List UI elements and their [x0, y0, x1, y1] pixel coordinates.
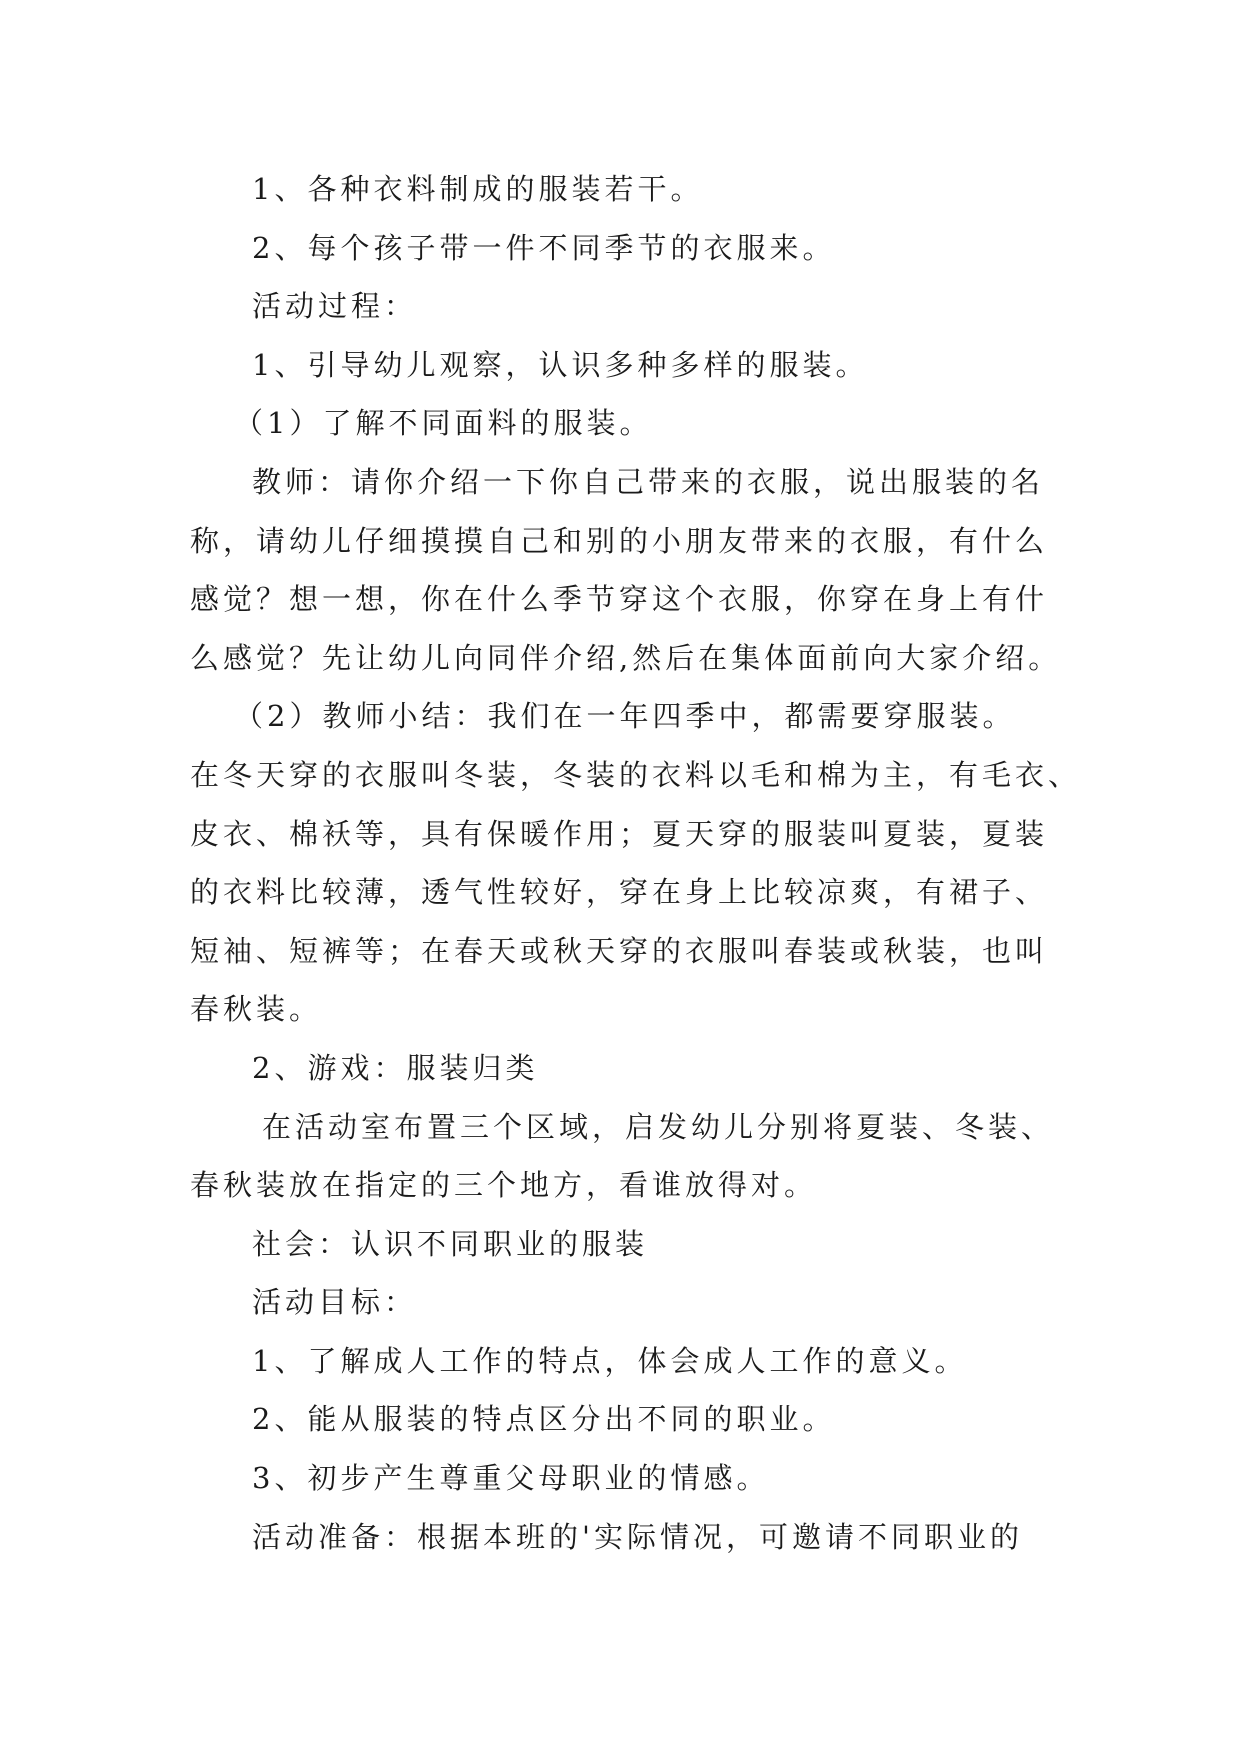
text-line: 活动目标：: [252, 1285, 418, 1320]
text-line: 教师：请你介绍一下你自己带来的衣服，说出服装的名: [252, 464, 1045, 499]
text-line: 在冬天穿的衣服叫冬装，冬装的衣料以毛和棉为主，有毛衣、: [190, 757, 1082, 792]
document-body: [190, 160, 1082, 1566]
text-line: （1）了解不同面料的服装。: [234, 406, 653, 441]
text-line: 社会：认识不同职业的服装: [252, 1226, 649, 1261]
text-line: 称，请幼儿仔细摸摸自己和别的小朋友带来的衣服，有什么: [190, 523, 1049, 558]
text-line: （2）教师小结：我们在一年四季中，都需要穿服装。: [234, 699, 1016, 734]
text-line: 1、各种衣料制成的服装若干。: [252, 172, 704, 206]
text-line: 春秋装放在指定的三个地方，看谁放得对。: [190, 1168, 818, 1203]
text-line: 感觉？想一想，你在什么季节穿这个衣服，你穿在身上有什: [190, 582, 1049, 617]
text-line: 2、游戏：服装归类: [252, 1050, 539, 1085]
text-line: 在活动室布置三个区域，启发幼儿分别将夏装、冬装、: [262, 1109, 1055, 1144]
text-line: 2、每个孩子带一件不同季节的衣服来。: [252, 230, 836, 265]
text-line: 的衣料比较薄，透气性较好，穿在身上比较凉爽，有裙子、: [190, 875, 1049, 910]
text-line: 1、了解成人工作的特点，体会成人工作的意义。: [252, 1343, 968, 1378]
text-line: 春秋装。: [190, 992, 323, 1027]
text-line: 活动过程：: [252, 289, 418, 324]
text-line: 3、初步产生尊重父母职业的情感。: [252, 1461, 770, 1496]
text-line: 皮衣、棉袄等，具有保暖作用；夏天穿的服装叫夏装，夏装: [190, 816, 1049, 851]
text-line: 么感觉？先让幼儿向同伴介绍,然后在集体面前向大家介绍。: [190, 640, 1062, 675]
text-line: 1、引导幼儿观察，认识多种多样的服装。: [252, 347, 869, 382]
text-line: 短袖、短裤等；在春天或秋天穿的衣服叫春装或秋装，也叫: [190, 933, 1049, 968]
text-line: 活动准备：根据本班的'实际情况，可邀请不同职业的: [252, 1519, 1023, 1554]
text-line: 2、能从服装的特点区分出不同的职业。: [252, 1402, 836, 1437]
